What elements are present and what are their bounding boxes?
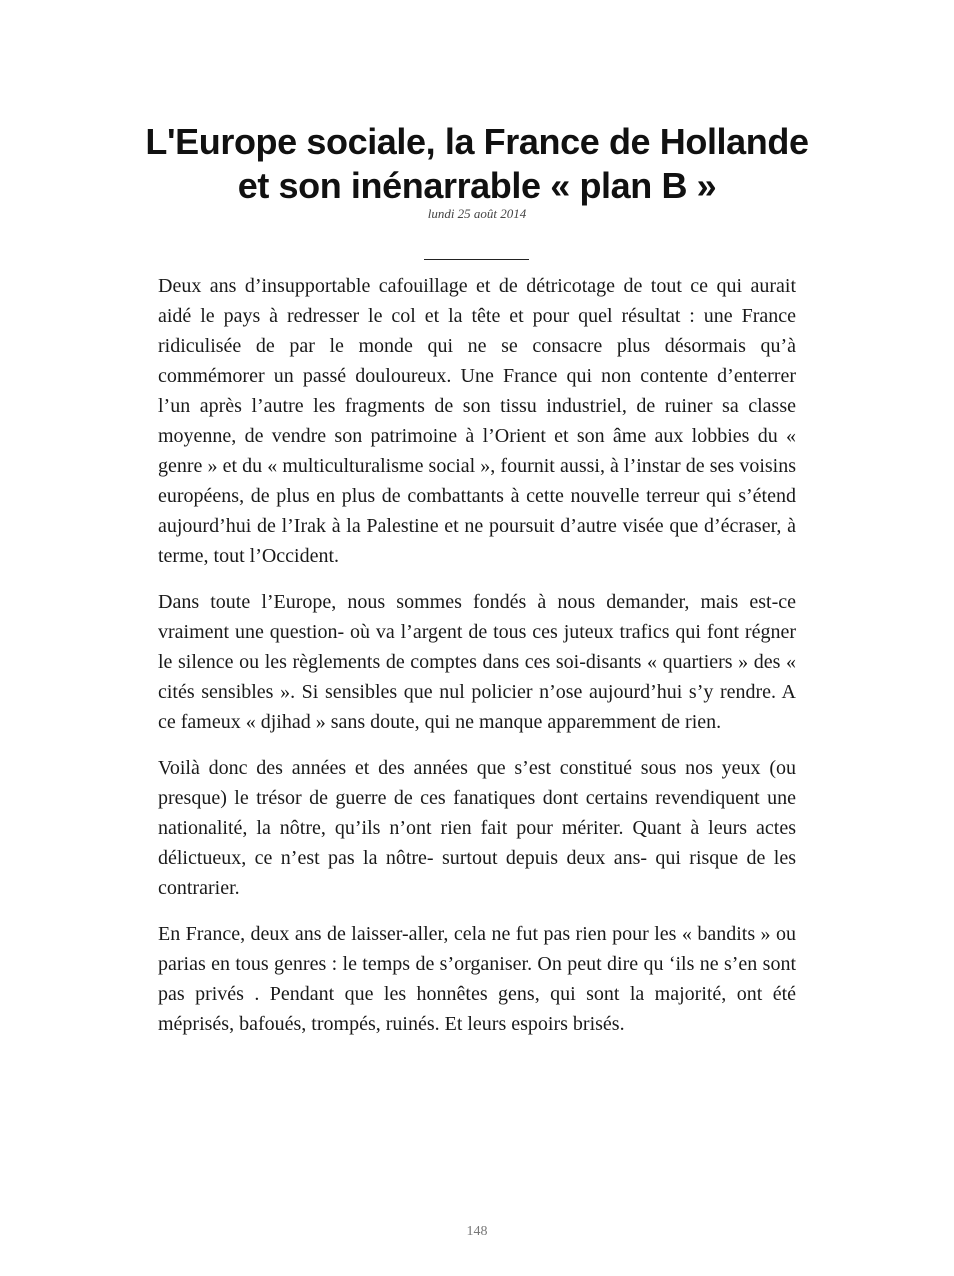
paragraph-3: Voilà donc des années et des années que s’est constitué sous nos yeux (ou presque) le trésor de guerre de ces fanatiques dont certains revendiquent une nationalité, la nôtre, qu’ils n’ont rien fait pour mériter. Quant à leurs actes délictueux, ce n’est pas la nôtre- surtout depuis deux ans- qui risque de les contrarier. xyxy=(158,757,796,899)
article-body xyxy=(158,271,796,1055)
page-number: 148 xyxy=(466,1224,488,1239)
title-divider xyxy=(424,259,529,260)
article-date: lundi 25 août 2014 xyxy=(427,206,527,221)
article-title-line-1: L'Europe sociale, la France de Hollande xyxy=(145,121,809,162)
paragraph-4: En France, deux ans de laisser-aller, cela ne fut pas rien pour les « bandits » ou parias en tous genres : le temps de s’organiser. On peut dire qu ‘ils ne s’en sont pas privés . Pendant que les honnêtes gens, qui sont la majorité, ont été méprisés, bafoués, trompés, ruinés. Et leurs espoirs brisés. xyxy=(158,923,796,1035)
paragraph-2: Dans toute l’Europe, nous sommes fondés à nous demander, mais est-ce vraiment une question- où va l’argent de tous ces juteux trafics qui font régner le silence ou les règlements de comptes dans ces soi-disants « quartiers » des « cités sensibles ». Si sensibles que nul policier n’ose aujourd’hui s’y rendre. A ce fameux « djihad » sans doute, qui ne manque apparemment de rien. xyxy=(158,591,796,733)
article-title xyxy=(120,120,834,208)
paragraph-1: Deux ans d’insupportable cafouillage et de détricotage de tout ce qui aurait aidé le pays à redresser le col et la tête et pour quel résultat : une France ridiculisée de par le monde qui ne se consacre plus désormais qu’à commémorer un passé douloureux. Une France qui non contente d’enterrer l’un après l’autre les fragments de son tissu industriel, de ruiner sa classe moyenne, de vendre son patrimoine à l’Orient et son âme aux lobbies du « genre » et du « multiculturalisme social », fournit aussi, à l’instar de ses voisins européens, de plus en plus de combattants à cette nouvelle terreur qui s’étend aujourd’hui de l’Irak à la Palestine et ne poursuit d’autre visée que d’écraser, à terme, tout l’Occident. xyxy=(158,275,796,567)
article-title-line-2: et son inénarrable « plan B » xyxy=(237,165,717,206)
